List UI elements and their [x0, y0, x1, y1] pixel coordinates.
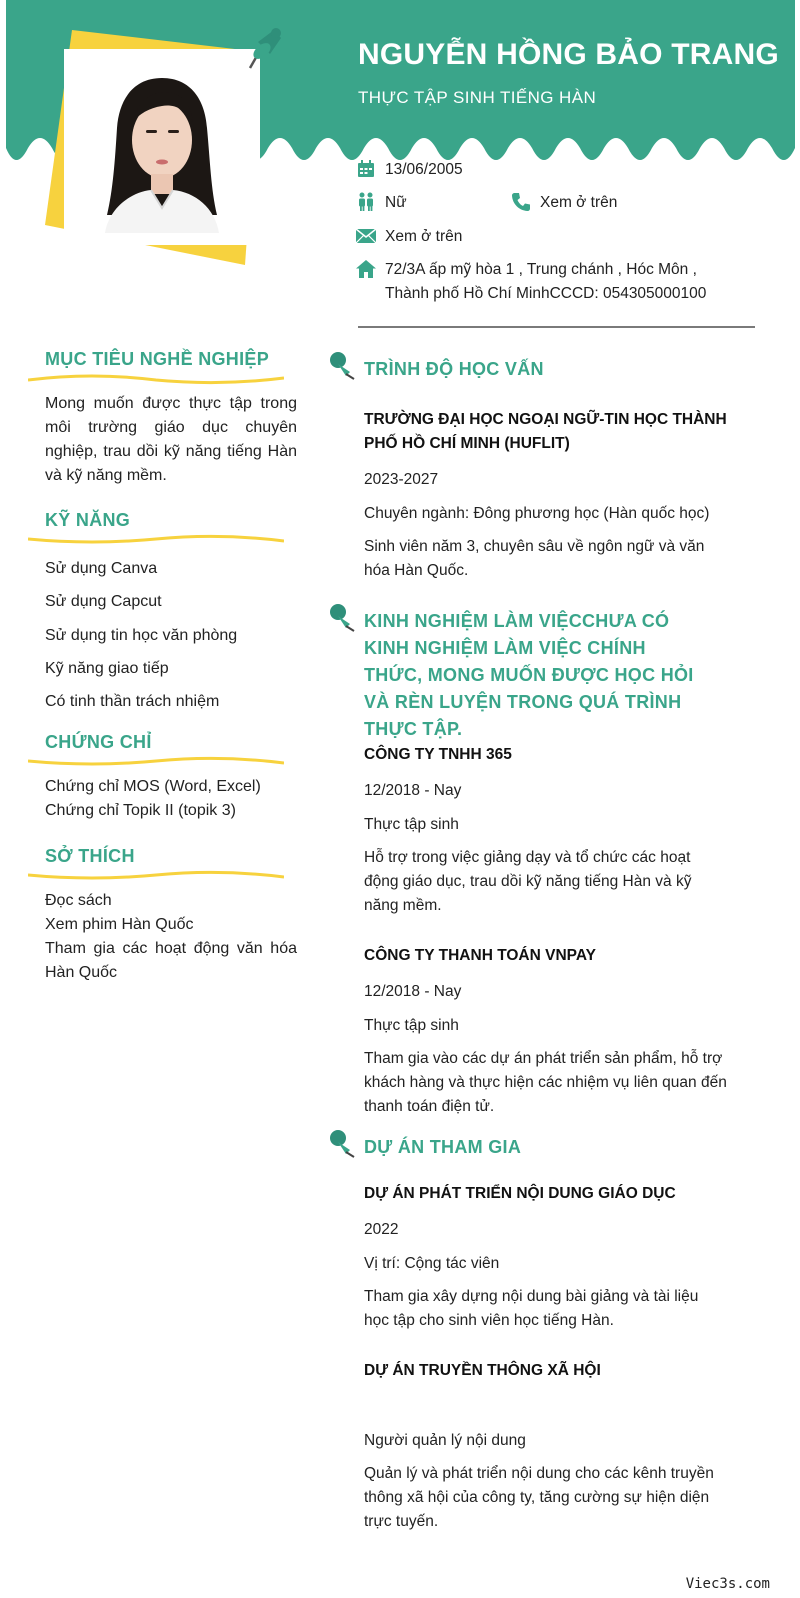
certificates-underline [28, 755, 284, 769]
job-title: THỰC TẬP SINH TIẾNG HÀN [358, 88, 597, 107]
skill-item: Có tinh thần trách nhiệm [45, 693, 220, 710]
school-name: TRƯỜNG ĐẠI HỌC NGOẠI NGỮ-TIN HỌC THÀNH PHỐ HỒ CHÍ MINH (HUFLIT) [364, 411, 727, 452]
job-period: 12/2018 - Nay [364, 983, 462, 1000]
project-description: Tham gia xây dựng nội dung bài giảng và tài liệu học tập cho sinh viên học tiếng Hàn. [364, 1288, 699, 1329]
project-name: DỰ ÁN PHÁT TRIỂN NỘI DUNG GIÁO DỤC [364, 1185, 676, 1202]
education-major: Chuyên ngành: Đông phương học (Hàn quốc học) [364, 505, 710, 522]
watermark: Viec3s.com [685, 1576, 770, 1592]
phone-text: Xem ở trên [540, 194, 618, 211]
project-year: 2022 [364, 1221, 399, 1238]
job-company: CÔNG TY THANH TOÁN VNPAY [364, 947, 596, 964]
hobbies-title: SỞ THÍCH [45, 846, 135, 866]
skills-title: KỸ NĂNG [45, 510, 131, 530]
job-description: Hỗ trợ trong việc giảng dạy và tổ chức các hoạt động giáo dục, trau dồi kỹ năng tiếng Hàn và kỹ năng mềm. [364, 849, 692, 914]
hobby-item: Đọc sách [45, 892, 112, 909]
education-period: 2023-2027 [364, 471, 439, 488]
home-icon [355, 258, 377, 280]
experience-title: KINH NGHIỆM LÀM VIỆCCHƯA CÓ KINH NGHIỆM LÀM VIỆC CHÍNH THỨC, MONG MUỐN ĐƯỢC HỌC HỎI VÀ RÈN LUYỆN TRONG QUÁ TRÌNH THỰC TẬP. [364, 611, 694, 739]
people-icon [355, 191, 377, 213]
skill-item: Kỹ năng giao tiếp [45, 660, 169, 677]
skill-item: Sử dụng tin học văn phòng [45, 627, 238, 644]
candidate-name: NGUYỄN HỒNG BẢO TRANG [358, 38, 779, 71]
calendar-icon [355, 158, 377, 180]
hobby-item: Xem phim Hàn Quốc [45, 916, 194, 933]
header-divider [358, 326, 755, 328]
objective-underline [28, 372, 284, 386]
skill-item: Sử dụng Canva [45, 560, 158, 577]
phone-row [510, 191, 617, 215]
skills-underline [28, 533, 284, 547]
email-text: Xem ở trên [385, 228, 463, 245]
pushpin-icon [328, 1128, 356, 1158]
pushpin-icon [244, 24, 284, 72]
certificates-title: CHỨNG CHỈ [45, 732, 152, 752]
skill-item: Sử dụng Capcut [45, 593, 162, 610]
project-role: Vị trí: Cộng tác viên [364, 1255, 500, 1272]
objective-text: Mong muốn được thực tập trong môi trường giáo dục chuyên nghiệp, trau dồi kỹ năng tiếng Hàn và kỹ năng mềm. [45, 395, 297, 484]
projects-title: DỰ ÁN THAM GIA [364, 1137, 522, 1157]
job-role: Thực tập sinh [364, 816, 459, 833]
job-role: Thực tập sinh [364, 1017, 459, 1034]
project-name: DỰ ÁN TRUYỀN THÔNG XÃ HỘI [364, 1362, 601, 1379]
job-company: CÔNG TY TNHH 365 [364, 746, 512, 763]
birthday-text: 13/06/2005 [385, 161, 463, 178]
address-text: 72/3A ấp mỹ hòa 1 , Trung chánh , Hóc Môn , Thành phố Hồ Chí MinhCCCD: 054305000100 [385, 261, 707, 302]
phone-icon [510, 191, 532, 213]
project-role: Người quản lý nội dung [364, 1432, 526, 1449]
mail-icon [355, 225, 377, 247]
job-description: Tham gia vào các dự án phát triển sản phẩm, hỗ trợ khách hàng và thực hiện các nhiệm vụ liên quan đến thanh toán điện tử. [364, 1050, 727, 1115]
hobbies-underline [28, 869, 284, 883]
job-period: 12/2018 - Nay [364, 782, 462, 799]
education-title: TRÌNH ĐỘ HỌC VẤN [364, 359, 544, 379]
birthday-row [355, 158, 463, 182]
email-row [355, 225, 462, 249]
project-description: Quản lý và phát triển nội dung cho các kênh truyền thông xã hội của công ty, tăng cường sự hiện diện trực tuyến. [364, 1465, 714, 1530]
address-row [355, 258, 725, 306]
hobby-item: Tham gia các hoạt động văn hóa Hàn Quốc [45, 940, 297, 981]
pushpin-icon [328, 602, 356, 632]
education-description: Sinh viên năm 3, chuyên sâu về ngôn ngữ và văn hóa Hàn Quốc. [364, 538, 705, 579]
certificate-item: Chứng chỉ Topik II (topik 3) [45, 802, 236, 819]
gender-row [355, 191, 407, 215]
objective-title: MỤC TIÊU NGHỀ NGHIỆP [45, 349, 270, 369]
certificate-item: Chứng chỉ MOS (Word, Excel) [45, 778, 261, 795]
gender-text: Nữ [385, 194, 407, 211]
pushpin-icon [328, 350, 356, 380]
